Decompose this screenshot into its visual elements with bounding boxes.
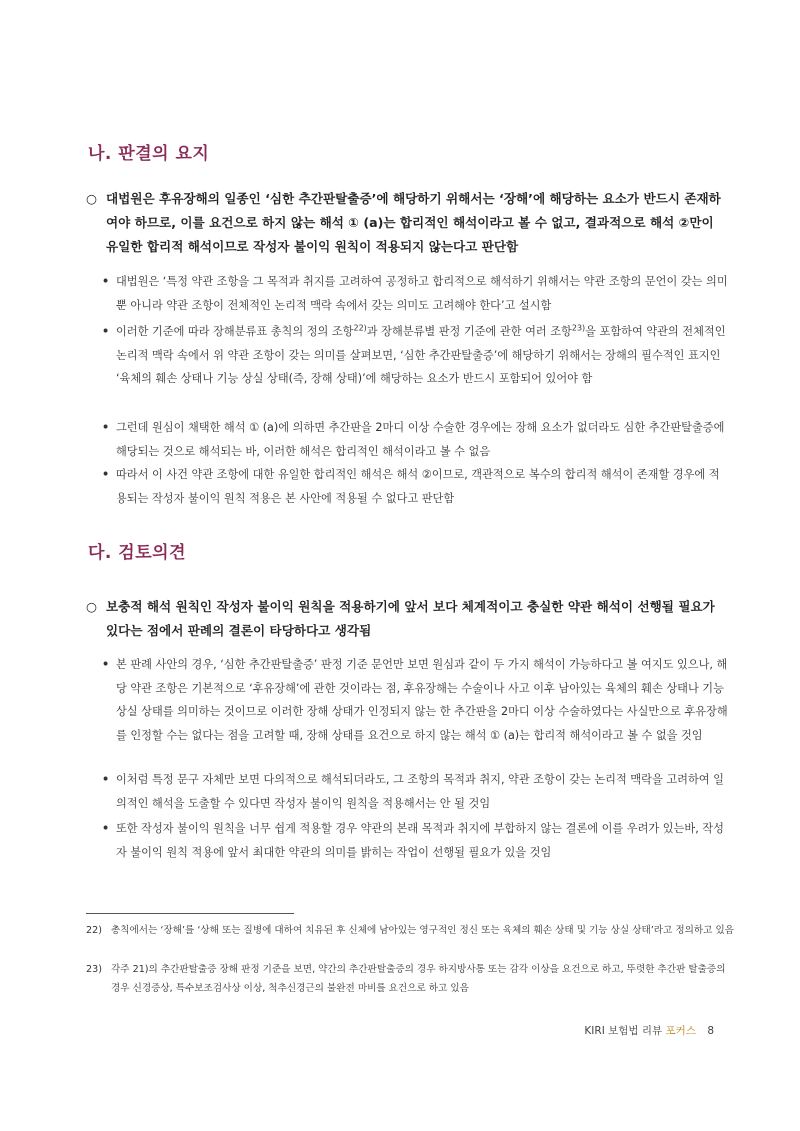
bullet-icon: • [102,468,110,481]
footnote-text: 각주 21)의 추간판탈출증 장해 판정 기준을 보면, 약간의 추간판탈출증의 경우 하지방사통 또는 감각 이상을 요건으로 하고, 뚜렷한 추간판 탈출증의 경우 신경증상, 특수보조검사상 이상, 척추신경근의 불완전 마비를 요건으로 하고 있음 [111,964,726,994]
circle-bullet-icon: ○ [86,599,97,614]
sub-point-text: 또한 작성자 불이익 원칙을 너무 쉽게 적용할 경우 약관의 본래 목적과 취지에 부합하지 않는 결론에 이를 우려가 있는바, 작성자 불이익 원칙 적용에 앞서 최대한 약관의 의미를 밝히는 작업이 선행될 필요가 있을 것임 [116,822,724,859]
sub-point [102,817,730,864]
sub-point-text: 이처럼 특정 문구 자체만 보면 다의적으로 해석되더라도, 그 조항의 목적과 취지, 약관 조항이 갖는 논리적 맥락을 고려하여 일의적인 해석을 도출할 수 있다면 작성자 불이익 원칙을 적용해서는 안 될 것임 [116,773,724,810]
main-point-review [86,595,726,643]
footnote-number: 22) [86,925,102,936]
bullet-icon: • [102,325,110,338]
footnote-text: 총칙에서는 ‘장해’를 ‘상해 또는 질병에 대하여 치유된 후 신체에 남아있는 영구적인 정신 또는 육체의 훼손 상태 및 기능 상실 상태’라고 정의하고 있음 [111,925,735,936]
journal-name: KIRI 보험법 리뷰 [584,1025,663,1037]
sub-point [102,768,730,815]
section-heading-ruling-summary: 나. 판결의 요지 [88,144,210,164]
sub-point-text: 본 판례 사안의 경우, ‘심한 추간판탈출증’ 판정 기준 문언만 보면 원심과 같이 두 가지 해석이 가능하다고 볼 여지도 있으나, 해당 약관 조항은 기본적으로 ‘후유장해’에 관한 것이라는 점, 후유장해는 수술이나 사고 이후 남아있는 육체의 훼손 상태나 기능 상실 상태를 의미하는 것이므로 이러한 장해 상태가 인정되지 않는 한 추간판을 2마디 이상 수술하였다는 사실만으로 후유장해를 인정할 수는 없다는 점을 고려할 때, 장해 상태를 요건으로 하지 않는 해석 ① (a)는 합리적 해석이라고 볼 수 없을 것임 [116,658,728,742]
section-heading-review-opinion: 다. 검토의견 [88,543,186,563]
footnote-divider [86,913,294,914]
sub-point-text: 대법원은 ‘특정 약관 조항을 그 목적과 취지를 고려하여 공정하고 합리적으로 해석하기 위해서는 약관 조항의 문언이 갖는 의미뿐 아니라 약관 조항이 전체적인 논리적 맥락 속에서 갖는 의미도 고려해야 한다’고 설시함 [116,275,728,312]
page-footer [584,1023,714,1038]
page-number: 8 [707,1025,714,1037]
footnote-23 [86,960,736,998]
bullet-icon: • [102,421,110,434]
sub-point [102,270,730,317]
sub-point [102,320,730,391]
bullet-icon: • [102,773,110,786]
bullet-icon: • [102,275,110,288]
bullet-icon: • [102,822,110,835]
sub-point-text: 그런데 원심이 채택한 해석 ① (a)에 의하면 추간판을 2마디 이상 수술한 경우에는 장해 요소가 없더라도 심한 추간판탈출증에 해당되는 것으로 해석되는 바, 이러한 해석은 합리적인 해석이라고 볼 수 없음 [116,421,725,458]
main-point-ruling [86,187,726,259]
circle-bullet-icon: ○ [86,191,97,206]
section-label: 포커스 [665,1025,696,1037]
footnote-number: 23) [86,964,102,975]
main-point-text: 대법원은 후유장해의 일종인 ‘심한 추간판탈출증’에 해당하기 위해서는 ‘장해’에 해당하는 요소가 반드시 존재하여야 하므로, 이를 요건으로 하지 않는 해석 ① (a)는 합리적인 해석이라고 볼 수 없고, 결과적으로 해석 ②만이 유일한 합리적 해석이므로 작성자 불이익 원칙이 적용되지 않는다고 판단함 [106,191,721,254]
sub-point [102,416,730,463]
footnote-ref-22[interactable]: 22) [353,323,367,333]
sub-point [102,653,730,747]
footnote-22 [86,921,736,940]
sub-point-text: 이러한 기준에 따라 장해분류표 총칙의 정의 조항$^{22)}$과 장해분류별 판정 기준에 관한 여러 조항$^{23)}$을 포함하여 약관의 전체적인 논리적 맥락 속에서 위 약관 조항이 갖는 의미를 살펴보면, ‘심한 추간판탈출증’에 해당하기 위해서는 장해의 필수적인 표지인 ‘육체의 훼손 상태나 기능 상실 상태(즉, 장해 상태)’에 해당하는 요소가 반드시 포함되어 있어야 함 [116,323,726,385]
main-point-text: 보충적 해석 원칙인 작성자 불이익 원칙을 적용하기에 앞서 보다 체계적이고 충실한 약관 해석이 선행될 필요가 있다는 점에서 판례의 결론이 타당하다고 생각됨 [106,599,715,638]
footnote-ref-23[interactable]: 23) [571,323,586,333]
bullet-icon: • [102,658,110,671]
sub-point-text: 따라서 이 사건 약관 조항에 대한 유일한 합리적인 해석은 해석 ②이므로, 객관적으로 복수의 합리적 해석이 존재할 경우에 적용되는 작성자 불이익 원칙 적용은 본 사안에 적용될 수 없다고 판단함 [116,468,720,505]
sub-point [102,463,730,510]
